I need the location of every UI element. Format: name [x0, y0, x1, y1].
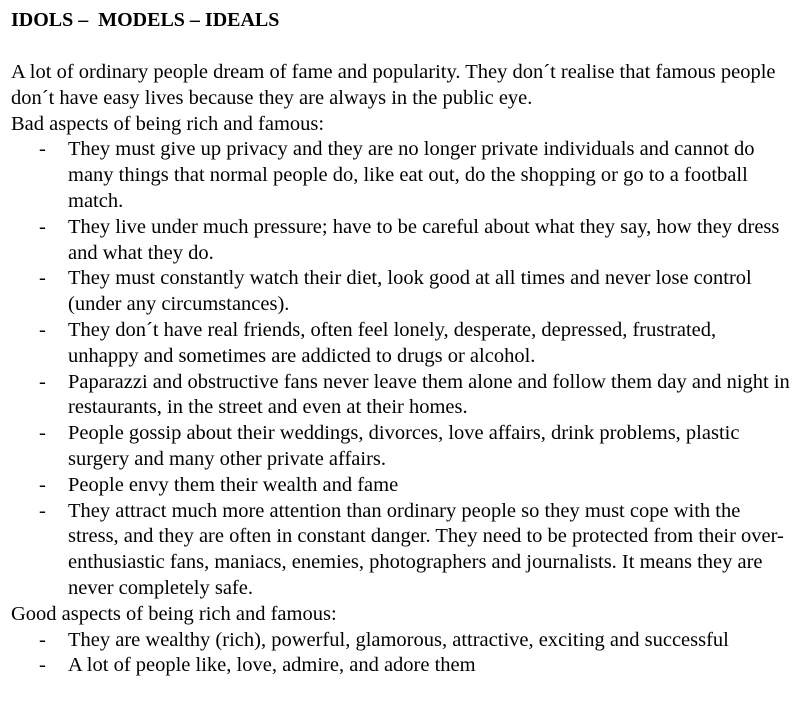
- list-item-text: A lot of people like, love, admire, and adore them: [68, 654, 476, 677]
- list-item: [11, 137, 791, 214]
- dash-bullet: -: [39, 473, 46, 496]
- list-item: [11, 215, 791, 267]
- list-item-text: They attract much more attention than ordinary people so they must cope with the stress, and they are often in constant danger. They need to be protected from their over-enthusiastic fans, maniacs, enemies, photographers and journalists. It means they are never completely safe.: [68, 499, 784, 599]
- dash-bullet: -: [39, 215, 46, 238]
- dash-bullet: -: [39, 654, 46, 677]
- document-body: [11, 6, 791, 679]
- list-item: [11, 628, 791, 654]
- dash-bullet: -: [39, 422, 46, 445]
- list-item-text: They must give up privacy and they are no longer private individuals and cannot do many things that normal people do, like eat out, do the shopping or go to a football match.: [68, 138, 755, 212]
- intro-paragraph: A lot of ordinary people dream of fame and popularity. They don´t realise that famous people don´t have easy lives because they are always in the public eye.: [11, 61, 776, 109]
- list-item: [11, 370, 791, 422]
- list-item: [11, 318, 791, 370]
- dash-bullet: -: [39, 628, 46, 651]
- list-item-text: Paparazzi and obstructive fans never leave them alone and follow them day and night in restaurants, in the street and even at their homes.: [68, 370, 790, 419]
- list-item-text: They are wealthy (rich), powerful, glamorous, attractive, exciting and successful: [68, 628, 729, 651]
- good-aspects-heading: Good aspects of being rich and famous:: [11, 602, 337, 625]
- list-item: [11, 266, 791, 318]
- dash-bullet: -: [39, 138, 46, 161]
- list-item-text: People gossip about their weddings, divorces, love affairs, drink problems, plastic surgery and many other private affairs.: [68, 422, 740, 470]
- bad-aspects-heading: Bad aspects of being rich and famous:: [11, 112, 325, 135]
- list-item: [11, 653, 791, 679]
- dash-bullet: -: [39, 370, 46, 393]
- dash-bullet: -: [39, 499, 46, 522]
- list-item: [11, 421, 791, 473]
- dash-bullet: -: [39, 318, 46, 341]
- list-item-text: People envy them their wealth and fame: [68, 473, 399, 496]
- dash-bullet: -: [39, 267, 46, 290]
- blank-line: [11, 34, 791, 60]
- list-item-text: They don´t have real friends, often feel lonely, desperate, depressed, frustrated, unhappy and sometimes are addicted to drugs or alcohol.: [68, 318, 717, 367]
- list-item: [11, 499, 791, 602]
- list-item-text: They must constantly watch their diet, look good at all times and never lose control (under any circumstances).: [68, 267, 752, 316]
- good-aspects-list: [11, 628, 791, 680]
- document-title: IDOLS – MODELS – IDEALS: [11, 9, 280, 31]
- list-item-text: They live under much pressure; have to be careful about what they say, how they dress and what they do.: [68, 215, 780, 264]
- bad-aspects-list: [11, 137, 791, 601]
- list-item: [11, 473, 791, 499]
